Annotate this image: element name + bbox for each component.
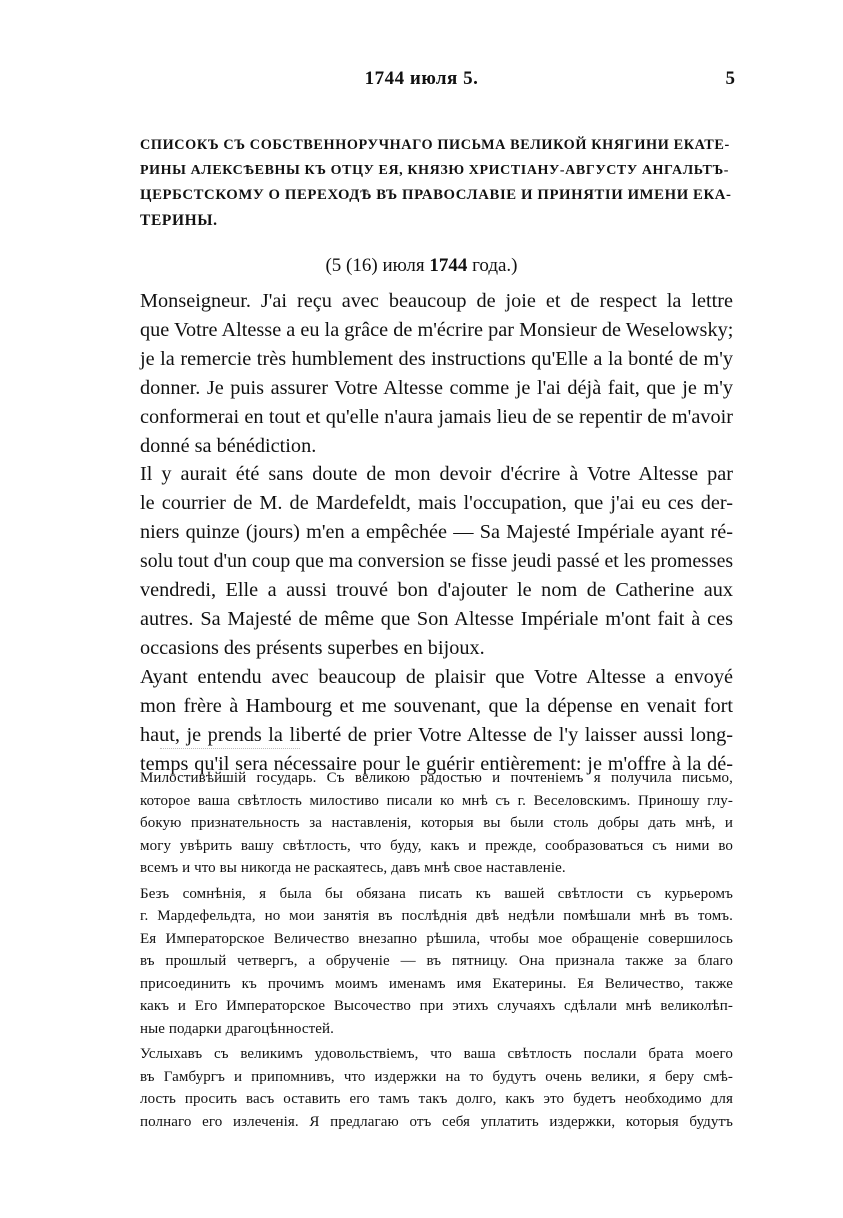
text-line: occasions des présents superbes en bijoux. — [140, 636, 485, 659]
heading-line: ЦЕРБСТСКОМУ О ПЕРЕХОДѢ ВЪ ПРАВОСЛАВІЕ И ПРИНЯТІИ ИМЕНИ ЕКА- — [140, 187, 732, 203]
running-head — [0, 68, 843, 98]
running-title: 1744 июля 5. — [364, 68, 479, 89]
text-line: mon frère à Hambourg et me souvenant, que la dépense en venait fort — [140, 694, 733, 717]
text-line: Monseigneur. J'ai reçu avec beaucoup de joie et de respect la lettre — [140, 290, 733, 312]
heading-line: РИНЫ АЛЕКСѢЕВНЫ КЪ ОТЦУ ЕЯ, КНЯЗЮ ХРИСТІАНУ-АВГУСТУ АНГАЛЬТЪ- — [140, 163, 730, 178]
text-line: Услыхавъ съ великимъ удовольствіемъ, что ваша свѣтлость послали брата моего — [140, 1046, 733, 1062]
text-line: ные подарки драгоцѣнностей. — [140, 1020, 334, 1037]
text-line: Ея Императорское Величество внезапно рѣшила, чтобы мое обращеніе совершилось — [140, 930, 733, 947]
text-line: haut, je prends la liberté de prier Votre Altesse de l'y laisser aussi long- — [140, 723, 733, 746]
french-paragraph — [140, 663, 733, 779]
text-line: полнаго его излеченія. Я предлагаю отъ себя уплатить издержки, которыя будутъ — [140, 1113, 733, 1130]
text-line: присоединить къ прочимъ моимъ именамъ имя Екатерины. Ея Величество, также — [140, 975, 733, 992]
page-number: 5 — [725, 68, 735, 89]
french-letter-text — [140, 287, 733, 778]
text-line: que Votre Altesse a eu la grâce de m'écrire par Monsieur de Weselowsky; — [140, 318, 734, 341]
russian-paragraph — [140, 1043, 733, 1133]
text-line: Милостивѣйшій государь. Съ великою радостью и почтеніемъ я получила письмо, — [140, 770, 733, 786]
date-line — [0, 253, 843, 279]
date-line-year: 1744 — [429, 255, 468, 276]
russian-paragraph — [140, 767, 733, 880]
text-line: solu tout d'un coup que ma conversion se fisse jeudi passé et les promesses — [140, 550, 734, 573]
text-line: niers quinze (jours) m'en a empêchée — Sa Majesté Impériale ayant ré- — [140, 521, 733, 544]
text-line: autres. Sa Majesté de même que Son Altesse Impériale m'ont fait à ces — [140, 607, 733, 630]
text-line: vendredi, Elle a aussi trouvé bon d'ajouter le nom de Catherine aux — [140, 579, 733, 602]
document-heading — [140, 133, 733, 233]
text-line: conformerai en tout et qu'elle n'aura jamais lieu de se repentir de m'avoir — [140, 405, 733, 428]
date-line-close: года.) — [467, 255, 518, 276]
text-line: donné sa bénédiction. — [140, 434, 317, 457]
text-line: г. Мардефельдта, но мои занятія въ послѣднія двѣ недѣли помѣшали мнѣ въ томъ. — [140, 908, 733, 924]
text-line: какъ и Его Императорское Высочество при этихъ случаяхъ сдѣлали мнѣ великолѣп- — [140, 998, 733, 1014]
heading-line: СПИСОКЪ СЪ СОБСТВЕННОРУЧНАГО ПИСЬМА ВЕЛИКОЙ КНЯГИНИ ЕКАТЕ- — [140, 137, 730, 153]
russian-translation-text — [140, 767, 733, 1136]
french-paragraph — [140, 287, 733, 460]
text-line: temps qu'il sera nécessaire pour le guérir entièrement: je m'offre à la dé- — [140, 752, 733, 775]
text-line: je la remercie très humblement des instructions qu'Elle a la bonté de m'y — [140, 347, 733, 370]
russian-paragraph — [140, 883, 733, 1041]
text-line: въ Гамбургъ и припомнивъ, что издержки на то будутъ очень велики, я беру смѣ- — [140, 1068, 733, 1085]
text-line: которое ваша свѣтлость милостиво писали ко мнѣ съ г. Веселовскимъ. Приношу глу- — [140, 792, 733, 809]
footnote-separator — [160, 748, 300, 749]
date-line-open: (5 (16) июля — [325, 255, 430, 276]
text-line: могу увѣрить вашу свѣтлость, что буду, какъ и прежде, сообразоваться съ ними во — [140, 837, 733, 854]
heading-line: ТЕРИНЫ. — [140, 212, 218, 229]
text-line: Ayant entendu avec beaucoup de plaisir que Votre Altesse a envoyé — [140, 665, 733, 688]
french-paragraph — [140, 460, 733, 662]
text-line: Il y aurait été sans doute de mon devoir d'écrire à Votre Altesse par — [140, 463, 733, 486]
text-line: donner. Je puis assurer Votre Altesse comme je l'ai déjà fait, que je m'y — [140, 376, 733, 399]
text-line: лость просить васъ оставить его тамъ такъ долго, какъ это будетъ необходимо для — [140, 1091, 733, 1107]
text-line: всемъ и что вы никогда не раскаятесь, давъ мнѣ свое наставленіе. — [140, 860, 566, 876]
text-line: въ прошлый четвергъ, а обрученіе — въ пятницу. Она признала также за благо — [140, 953, 733, 969]
text-line: le courrier de M. de Mardefeldt, mais l'occupation, que j'ai eu ces der- — [140, 492, 733, 515]
text-line: Безъ сомнѣнія, я была бы обязана писать къ вашей свѣтлости съ курьеромъ — [140, 885, 733, 902]
text-line: бокую признательность за наставленія, которыя вы были столь добры дать мнѣ, и — [140, 815, 733, 831]
